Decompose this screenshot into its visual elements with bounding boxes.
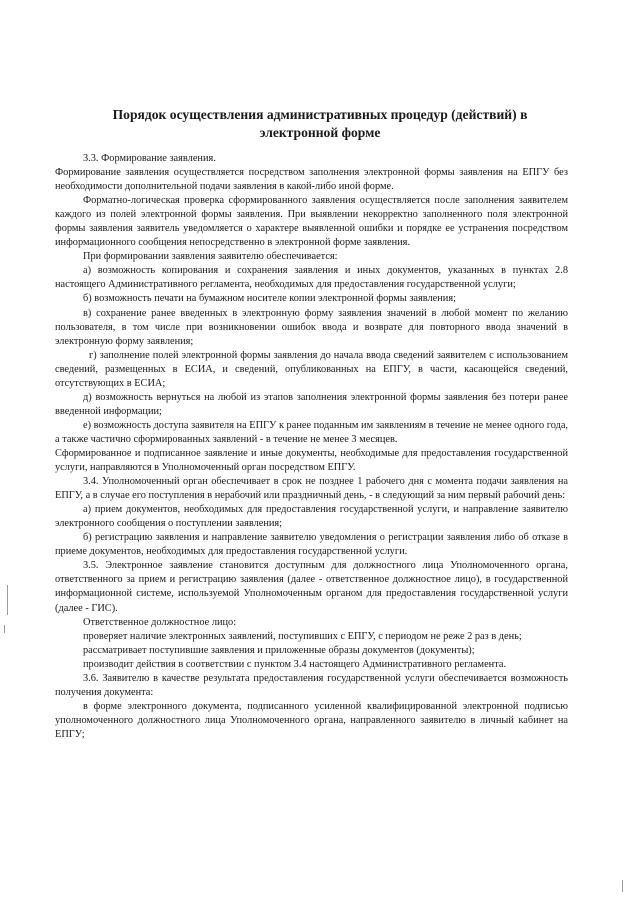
scan-artifact (622, 880, 623, 892)
title-line-2: электронной форме (259, 125, 381, 140)
paragraph: Ответственное должностное лицо: (83, 616, 237, 628)
list-item-d: д) возможность вернуться на любой из этапов заполнения электронной формы заявления без потери ранее введенной информации; (55, 391, 568, 417)
list-item-b: б) возможность печати на бумажном носителе копии электронной формы заявления; (83, 293, 456, 305)
list-item-v: в) сохранение ранее введенных в электронную форму заявления значений в любой момент по желанию пользователя, в том числе при возникновении ошибок ввода и возврате для повторного ввода значений в электронную форму заявления; (55, 307, 568, 347)
list-item-b: б) регистрацию заявления и направление заявителю уведомления о регистрации заявления либо об отказе в приеме документов, необходимых для предоставления государственной услуги. (55, 532, 568, 558)
title-line-1: Порядок осуществления административных процедур (действий) в (112, 107, 528, 122)
paragraph: в форме электронного документа, подписанного усиленной квалифицированной электронной подписью уполномоченного должностного лица Уполномоченного органа, направленного заявителю в личный кабинет на ЕПГУ; (55, 700, 568, 740)
document-title (60, 106, 580, 142)
paragraph-section-3-4: 3.4. Уполномоченный орган обеспечивает в срок не позднее 1 рабочего дня с момента подачи заявления на ЕПГУ, а в случае его поступления в нерабочий или праздничный день, - в следующий за ним первый рабочий день: (55, 476, 568, 502)
scan-artifact (4, 625, 5, 633)
list-item-g: г) заполнение полей электронной формы заявления до начала ввода сведений заявителем с использованием сведений, размещенных в ЕСИА, и сведений, опубликованных на ЕПГУ, в части, касающейся сведений, отсутствующих в ЕСИА; (55, 349, 568, 389)
paragraph: Сформированное и подписанное заявление и иные документы, необходимые для предоставления государственной услуги, направляются в Уполномоченный орган посредством ЕПГУ. (55, 447, 568, 474)
document-body (55, 152, 568, 742)
list-item-a: а) прием документов, необходимых для предоставления государственной услуги, и направление заявителю электронного сообщения о поступлении заявления; (55, 504, 568, 530)
list-item-a: а) возможность копирования и сохранения заявления и иных документов, указанных в пунктах 2.8 настоящего Административного регламента, необходимых для предоставления государственной услуги; (55, 265, 568, 291)
paragraph-section-3-6: 3.6. Заявителю в качестве результата предоставления государственной услуги обеспечивается возможность получения документа: (55, 672, 568, 698)
paragraph: При формировании заявления заявителю обеспечивается: (83, 251, 338, 263)
scan-artifact (7, 585, 8, 615)
paragraph: производит действия в соответствии с пунктом 3.4 настоящего Административного регламента. (83, 658, 507, 670)
paragraph: проверяет наличие электронных заявлений, поступивших с ЕПГУ, с периодом не реже 2 раз в день; (83, 630, 522, 642)
list-item-e: е) возможность доступа заявителя на ЕПГУ к ранее поданным им заявлениям в течение не менее одного года, а также частично сформированных заявлений - в течение не менее 3 месяцев. (55, 419, 569, 445)
paragraph: Форматно-логическая проверка сформированного заявления осуществляется после заполнения заявителем каждого из полей электронной формы заявления. При выявлении некорректно заполненного поля электронной формы заявления заявитель уведомляется о характере выявленной ошибки и порядке ее устранения посредством информационного сообщения непосредственно в электронной форме заявления. (55, 195, 568, 249)
paragraph-section-3-5: 3.5. Электронное заявление становится доступным для должностного лица Уполномоченного органа, ответственного за прием и регистрацию заявления (далее - ответственное должностное лицо), в государственной информационной системе, используемой Уполномоченным органом для предоставления государственной услуги (далее - ГИС). (55, 560, 568, 614)
paragraph: рассматривает поступившие заявления и приложенные образы документов (документы); (83, 644, 475, 656)
paragraph-section-3-3: 3.3. Формирование заявления. (83, 153, 216, 164)
paragraph: Формирование заявления осуществляется посредством заполнения электронной формы заявления на ЕПГУ без необходимости дополнительной подачи заявления в какой-либо иной форме. (55, 167, 568, 193)
